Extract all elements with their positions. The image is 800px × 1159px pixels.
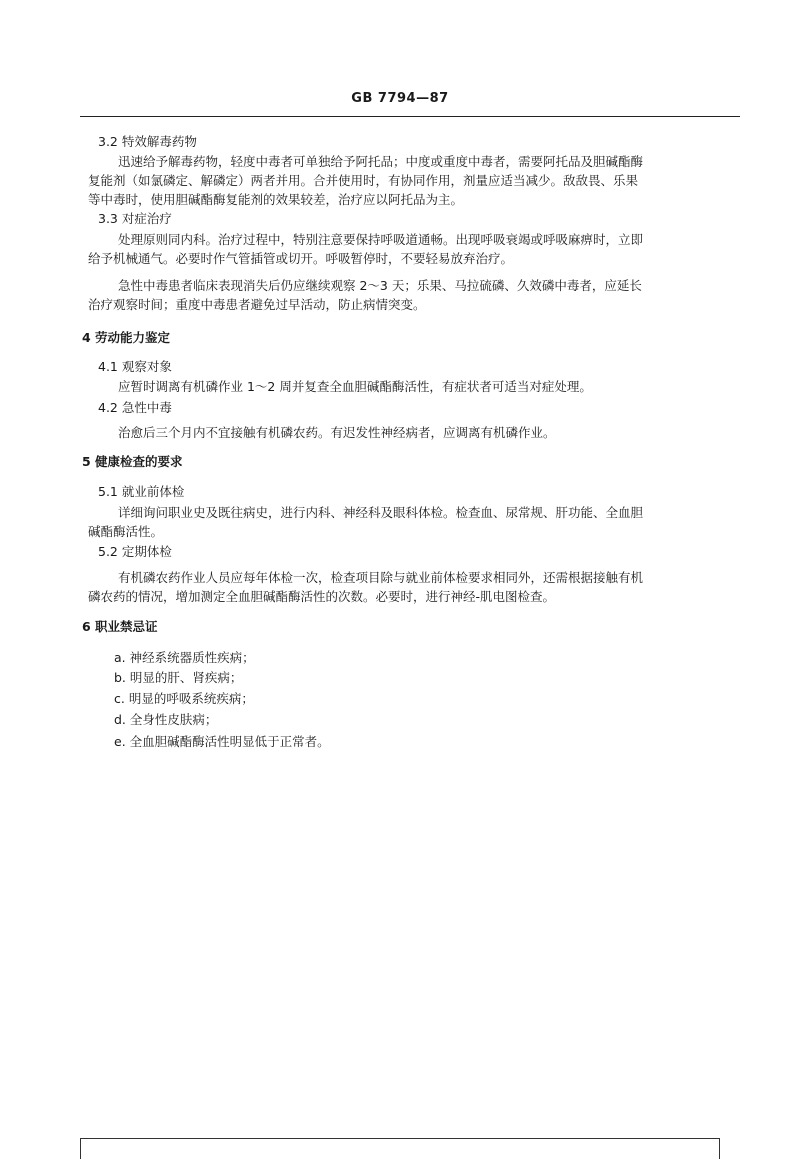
heading-5: 5 健康检查的要求 [82, 454, 183, 469]
heading-3-3: 3.3 对症治疗 [98, 211, 172, 226]
paragraph-line: 治疗观察时间；重度中毒患者避免过早活动，防止病情突变。 [88, 297, 426, 312]
paragraph-line: 详细询问职业史及既往病史，进行内科、神经科及眼科体检。检查血、尿常规、肝功能、全血胆 [118, 505, 644, 520]
list-item: a. 神经系统器质性疾病； [114, 650, 255, 665]
paragraph-line: 碱酯酶活性。 [88, 524, 164, 539]
heading-4-2: 4.2 急性中毒 [98, 400, 172, 415]
list-item: d. 全身性皮肤病； [114, 712, 218, 727]
heading-3-2: 3.2 特效解毒药物 [98, 134, 197, 149]
heading-4: 4 劳动能力鉴定 [82, 330, 171, 345]
list-item: b. 明显的肝、肾疾病； [114, 670, 243, 685]
footer-box [80, 1138, 720, 1159]
paragraph-line: 复能剂（如氯磷定、解磷定）两者并用。合并使用时，有协同作用，剂量应适当减少。敌敌畏、乐果 [88, 173, 639, 188]
header-rule [80, 116, 740, 117]
paragraph-line: 治愈后三个月内不宜接触有机磷农药。有迟发性神经病者，应调离有机磷作业。 [118, 425, 556, 440]
paragraph-line: 处理原则同内科。治疗过程中，特别注意要保持呼吸道通畅。出现呼吸衰竭或呼吸麻痹时，立即 [118, 232, 644, 247]
paragraph-line: 急性中毒患者临床表现消失后仍应继续观察 2～3 天；乐果、马拉硫磷、久效磷中毒者，应延长 [118, 278, 642, 293]
heading-4-1: 4.1 观察对象 [98, 359, 172, 374]
heading-5-2: 5.2 定期体检 [98, 544, 172, 559]
list-item: c. 明显的呼吸系统疾病； [114, 691, 254, 706]
paragraph-line: 等中毒时，使用胆碱酯酶复能剂的效果较差，治疗应以阿托品为主。 [88, 192, 464, 207]
heading-5-1: 5.1 就业前体检 [98, 484, 185, 499]
paragraph-line: 迅速给予解毒药物，轻度中毒者可单独给予阿托品；中度或重度中毒者，需要阿托品及胆碱酯酶 [118, 154, 644, 169]
paragraph-line: 有机磷农药作业人员应每年体检一次，检查项目除与就业前体检要求相同外，还需根据接触有机 [118, 570, 644, 585]
paragraph-line: 磷农药的情况，增加测定全血胆碱酯酶活性的次数。必要时，进行神经-肌电图检查。 [88, 589, 556, 604]
heading-6: 6 职业禁忌证 [82, 619, 158, 634]
paragraph-line: 给予机械通气。必要时作气管插管或切开。呼吸暂停时，不要轻易放弃治疗。 [88, 251, 514, 266]
paragraph-line: 应暂时调离有机磷作业 1～2 周并复查全血胆碱酯酶活性，有症状者可适当对症处理。 [118, 379, 592, 394]
list-item: e. 全血胆碱酯酶活性明显低于正常者。 [114, 734, 330, 749]
standard-code-header: GB 7794—87 [351, 91, 449, 106]
